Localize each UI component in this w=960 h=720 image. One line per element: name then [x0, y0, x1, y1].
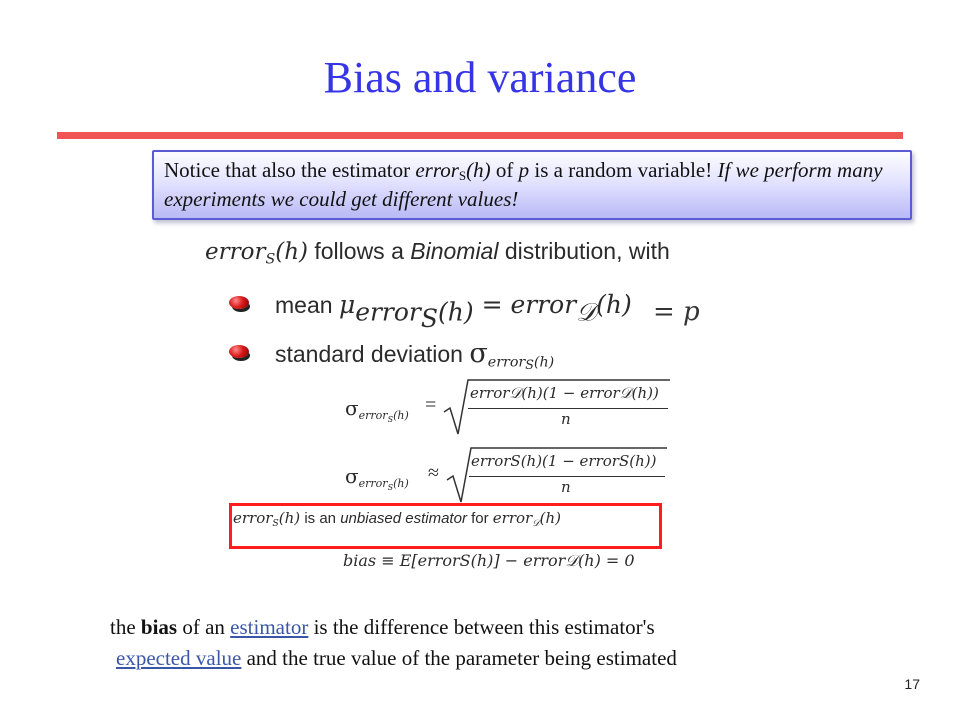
expected-value-link[interactable]: expected value	[116, 646, 242, 670]
note-callout	[152, 150, 912, 220]
highlight-box	[229, 503, 662, 549]
callout-var-error: error	[415, 158, 459, 182]
sigma-symbol: σ	[469, 338, 488, 369]
sigma-denominator: n	[561, 478, 571, 496]
sigma-relation: ≈	[428, 462, 439, 484]
def-text-4: and the true value of the parameter being estimated	[241, 646, 677, 670]
page-number: 17	[904, 676, 920, 692]
sigma-denominator: n	[561, 410, 571, 428]
binomial-text-2: distribution, with	[498, 238, 670, 264]
sigma-lhs-sub-arg: (h)	[393, 409, 409, 422]
callout-text: Notice that also the estimator	[164, 158, 416, 182]
sigma-sub2: S	[525, 356, 534, 372]
callout-var-p: p	[518, 158, 530, 182]
binomial-word: Binomial	[410, 238, 499, 264]
title-underline-rule	[57, 132, 903, 139]
sigma-lhs-symbol: σ	[345, 464, 359, 488]
mean-rhs-sub: 𝒟	[576, 297, 597, 327]
fraction-bar	[468, 408, 668, 409]
error-var: error	[205, 239, 266, 265]
callout-var-error-arg: (h)	[466, 158, 491, 182]
estimator-link[interactable]: estimator	[230, 615, 309, 639]
sigma-lhs	[345, 464, 409, 492]
def-text-2: of an	[177, 615, 231, 639]
sigma-lhs-symbol: σ	[345, 396, 359, 420]
definition-line-2	[110, 643, 910, 674]
sigma-sub: error	[487, 354, 526, 371]
bullet-icon	[229, 296, 249, 309]
mu-sub2: S	[420, 303, 439, 333]
unbiased-text-2: for	[466, 510, 493, 527]
error-var-sub: S	[272, 517, 279, 529]
sigma-numerator: error𝒟(h)(1 − error𝒟(h))	[470, 384, 659, 402]
unbiased-text-1: is an	[300, 510, 341, 527]
definition-line-1	[110, 612, 910, 643]
bullet-icon	[229, 345, 249, 358]
def-bias-word: bias	[140, 615, 178, 639]
error-d-var-arg: (h)	[539, 509, 562, 527]
bias-definition	[110, 612, 910, 674]
def-text-3: is the difference between this estimator's	[308, 615, 655, 639]
mean-line	[275, 290, 632, 333]
mean-rhs-arg: (h)	[596, 290, 632, 319]
sigma-lhs-sub2: S	[387, 415, 394, 424]
fraction-bar	[469, 476, 665, 477]
sigma-lhs-sub2: S	[387, 483, 394, 492]
equals-p: = p	[653, 297, 700, 327]
callout-text-after: is a random variable!	[529, 158, 718, 182]
binomial-text-1: follows a	[307, 238, 411, 264]
callout-italic-text: If we perform many experiments we could get different values!	[164, 158, 883, 211]
sigma-lhs	[345, 396, 409, 424]
sigma-lhs-sub: error	[358, 409, 388, 422]
sigma-sub-arg: (h)	[533, 354, 555, 371]
sigma-lhs-sub: error	[358, 477, 388, 490]
error-var-arg: (h)	[275, 239, 308, 265]
sigma-relation: =	[425, 394, 437, 416]
stddev-line	[275, 338, 555, 372]
mu-symbol: μ	[338, 290, 356, 319]
sigma-lhs-sub-arg: (h)	[393, 477, 409, 490]
bias-equation: bias ≡ E[errorS(h)] − error𝒟(h) = 0	[343, 551, 635, 570]
slide-title: Bias and variance	[323, 53, 637, 102]
def-text-1: the	[110, 615, 141, 639]
error-d-var: error	[492, 509, 533, 527]
mean-rhs: error	[510, 290, 577, 319]
binomial-line	[205, 238, 670, 268]
error-var: error	[233, 509, 273, 527]
callout-var-error-sub: S	[458, 168, 467, 183]
callout-text-mid: of	[490, 158, 519, 182]
error-var-sub: S	[265, 251, 276, 268]
unbiased-phrase: unbiased estimator	[340, 510, 467, 527]
error-var-arg: (h)	[278, 509, 301, 527]
mean-label: mean	[275, 292, 339, 318]
mu-sub-arg: (h)	[438, 297, 474, 327]
error-d-var-sub: 𝒟	[532, 517, 540, 529]
mu-sub: error	[355, 297, 421, 327]
sigma-numerator: errorS(h)(1 − errorS(h))	[471, 452, 657, 470]
mean-equals: =	[473, 290, 511, 319]
stddev-label: standard deviation	[275, 341, 470, 367]
